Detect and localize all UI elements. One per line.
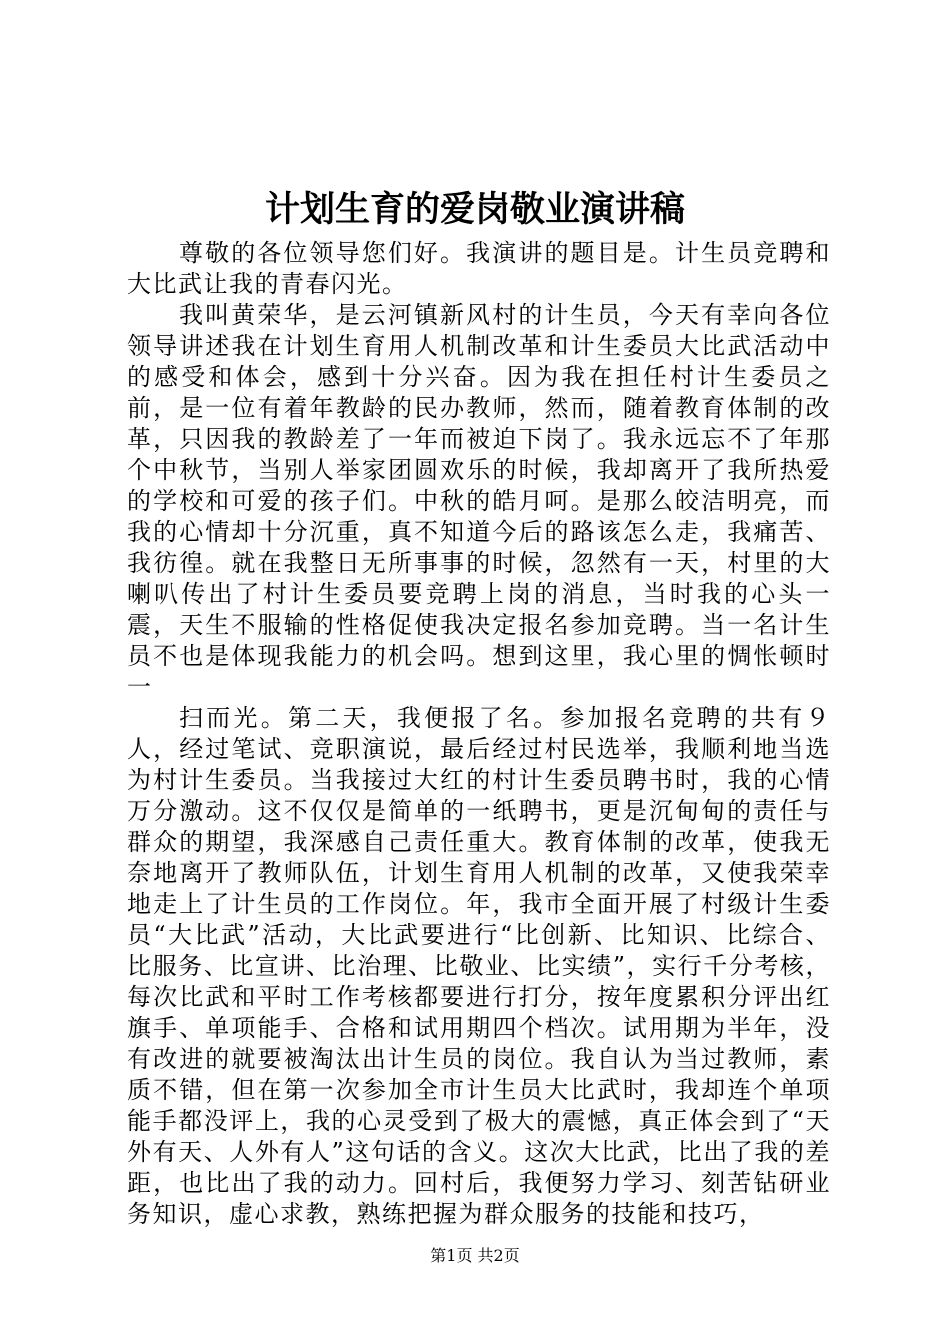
document-body xyxy=(127,238,831,1230)
page-footer: 第1页 共2页 xyxy=(430,1246,520,1265)
paragraph-2: 我叫黄荣华，是云河镇新风村的计生员，今天有幸向各位领导讲述我在计划生育用人机制改革和计生委员大比武活动中的感受和体会，感到十分兴奋。因为我在担任村计生委员之前，是一位有着年教龄的民办教师，然而，随着教育体制的改革，只因我的教龄差了一年而被迫下岗了。我永远忘不了年那个中秋节，当别人举家团圆欢乐的时候，我却离开了我所热爱的学校和可爱的孩子们。中秋的皓月呵。是那么皎洁明亮，而我的心情却十分沉重，真不知道今后的路该怎么走，我痛苦、我彷徨。就在我整日无所事事的时候，忽然有一天，村里的大喇叭传出了村计生委员要竞聘上岗的消息，当时我的心头一震，天生不服输的性格促使我决定报名参加竞聘。当一名计生员不也是体现我能力的机会吗。想到这里，我心里的惆怅顿时一 xyxy=(127,301,831,701)
document-title: 计划生育的爱岗敬业演讲稿 xyxy=(264,189,685,230)
paragraph-1: 尊敬的各位领导您们好。我演讲的题目是。计生员竞聘和大比武让我的青春闪光。 xyxy=(127,239,831,298)
paragraph-3: 扫而光。第二天，我便报了名。参加报名竞聘的共有９人，经过笔试、竞职演说，最后经过村民选举，我顺利地当选为村计生委员。当我接过大红的村计生委员聘书时，我的心情万分激动。这不仅仅是简单的一纸聘书，更是沉甸甸的责任与群众的期望，我深感自己责任重大。教育体制的改革，使我无奈地离开了教师队伍，计划生育用人机制的改革，又使我荣幸地走上了计生员的工作岗位。年，我市全面开展了村级计生委员“大比武”活动，大比武要进行“比创新、比知识、比综合、比服务、比宣讲、比治理、比敬业、比实绩”，实行千分考核，每次比武和平时工作考核都要进行打分，按年度累积分评出红旗手、单项能手、合格和试用期四个档次。试用期为半年，没有改进的就要被淘汰出计生员的岗位。我自认为当过教师，素质不错，但在第一次参加全市计生员大比武时，我却连个单项能手都没评上，我的心灵受到了极大的震憾，真正体会到了“天外有天、人外有人”这句话的含义。这次大比武，比出了我的差距，也比出了我的动力。回村后，我便努力学习、刻苦钻研业务知识，虚心求教，熟练把握为群众服务的技能和技巧， xyxy=(127,704,831,1228)
